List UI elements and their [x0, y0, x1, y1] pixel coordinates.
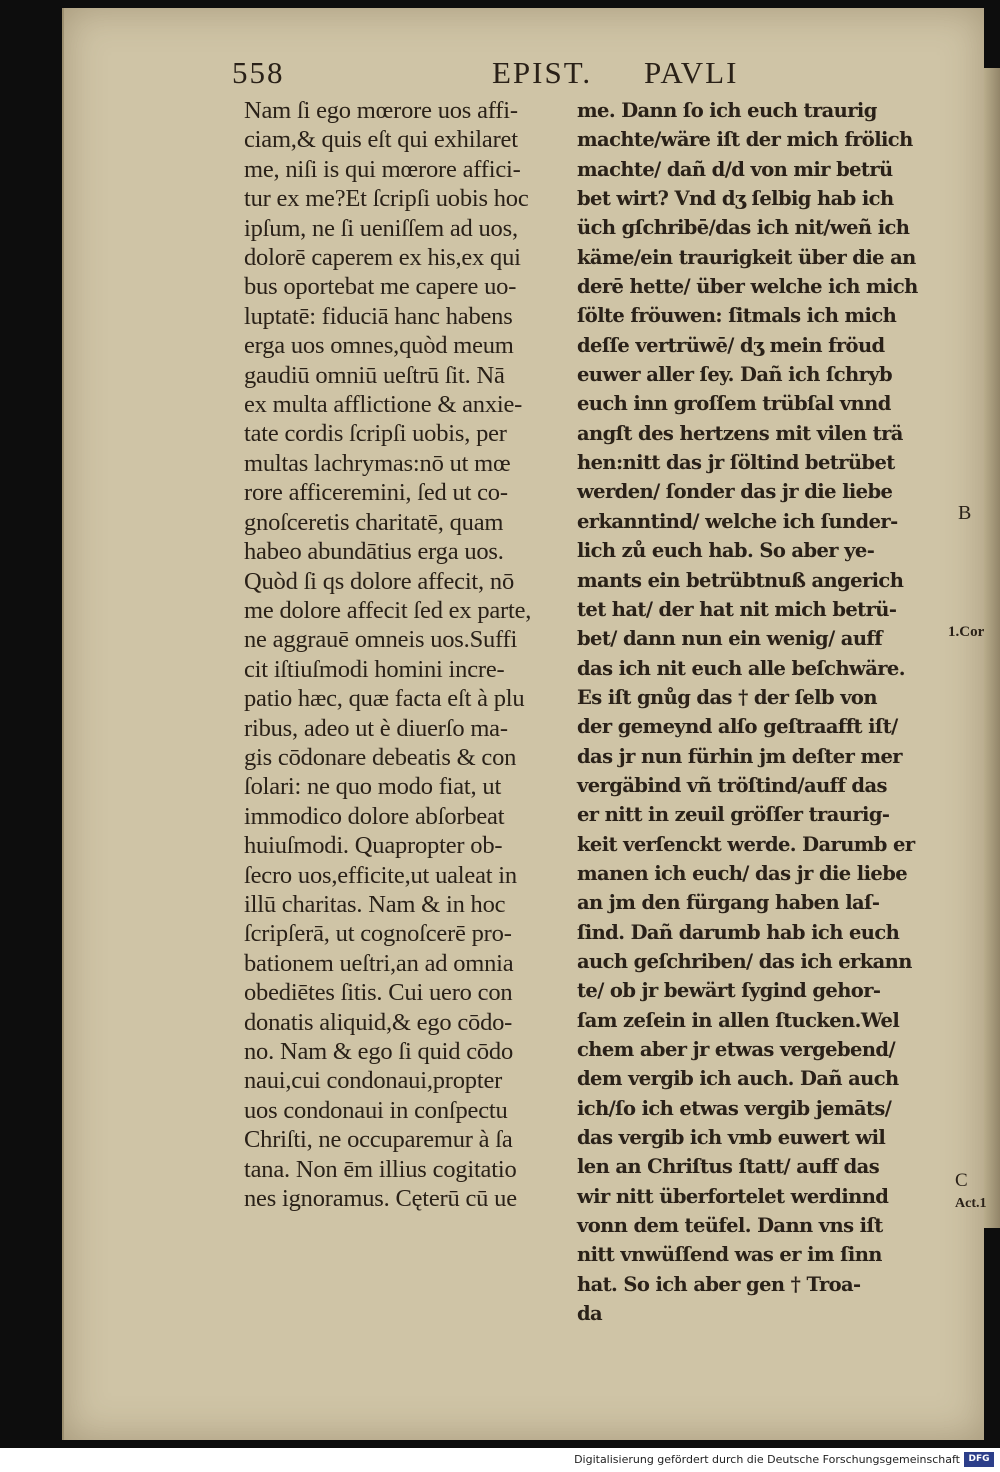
german-text-line: käme/ein traurigkeit über die an	[577, 245, 916, 269]
german-text-line: hat. So ich aber gen † Troa-	[577, 1272, 861, 1296]
german-text-line: machte/wäre iſt der mich frölich	[577, 128, 913, 152]
latin-text-line: nes ignoramus. Cęterū cū ue	[244, 1185, 517, 1213]
german-text-line: derē hette/ über welche ich mich	[577, 275, 918, 299]
latin-text-line: immodico dolore abſorbeat	[244, 802, 505, 830]
dfg-logo: DFG	[964, 1452, 994, 1467]
german-text-line: euwer aller ſey. Dañ ich ſchryb	[577, 363, 893, 387]
latin-text-line: luptatē: fiduciā hanc habens	[244, 302, 513, 330]
latin-text-line: ſolari: ne quo modo fiat, ut	[244, 773, 502, 801]
latin-text-line: huiuſmodi. Quapropter ob-	[244, 832, 503, 860]
latin-text-line: multas lachrymas:nō ut mœ	[244, 449, 511, 477]
german-text-line: da	[577, 1302, 603, 1326]
german-text-line: manen ich euch/ das jr die liebe	[577, 861, 908, 885]
latin-text-line: tate cordis ſcripſi uobis, per	[244, 420, 507, 448]
german-text-line: er nitt in zeuil gröſſer traurig-	[577, 803, 890, 827]
german-text-line: tet hat/ der hat nit mich betrü-	[577, 597, 897, 621]
latin-text-line: cit iſtiuſmodi homini incre-	[244, 655, 505, 683]
german-text-line: bet wirt? Vnd dʒ ſelbig hab ich	[577, 187, 894, 211]
latin-text-line: me dolore affecit ſed ex parte,	[244, 596, 532, 624]
latin-text-line: uos condonaui in conſpectu	[244, 1096, 508, 1124]
german-text-line: wir nitt überfortelet werdinnd	[577, 1184, 889, 1208]
german-text-line: angſt des hertzens mit vilen trä	[577, 421, 903, 445]
german-text-line: das jr nun fürhin jm deſter mer	[577, 744, 902, 768]
german-text-line: machte/ dañ d/d von mir betrü	[577, 157, 893, 181]
latin-text-line: patio hæc, quæ facta eſt à plu	[244, 685, 525, 713]
german-text-line: deſſe vertrüwē/ dʒ mein fröud	[577, 333, 885, 357]
footer-bar	[0, 1448, 1000, 1472]
latin-text-line: Quòd ſi qs dolore affecit, nō	[244, 567, 514, 595]
german-text-line: ich/ſo ich etwas vergib jemāts/	[577, 1096, 892, 1120]
latin-text-line: gis cōdonare debeatis & con	[244, 743, 517, 771]
page-number: 558	[232, 55, 285, 90]
latin-text-line: obediētes ſitis. Cui uero con	[244, 979, 513, 1007]
german-text-line: lich zů euch hab. So aber ye-	[577, 539, 875, 563]
german-text-line: üch gſchribē/das ich nit/weñ ich	[577, 216, 910, 240]
margin-note-act: Act.1	[955, 1196, 987, 1211]
funding-credit: Digitalisierung gefördert durch die Deutsche Forschungsgemeinschaft	[574, 1453, 960, 1466]
german-text-line: der gemeynd alſo geſtraafft iſt/	[577, 715, 898, 739]
latin-text-line: ne aggrauē omneis uos.Suffi	[244, 626, 518, 654]
german-text-line: an jm den fürgang haben laſ-	[577, 891, 880, 915]
latin-text-line: tur ex me?Et ſcripſi uobis hoc	[244, 185, 529, 213]
latin-text-line: gnoſceretis charitatē, quam	[244, 508, 504, 536]
latin-text-line: Chriſti, ne occuparemur à ſa	[244, 1126, 513, 1154]
latin-text-line: rore afficeremini, ſed ut co-	[244, 479, 508, 507]
german-text-line: bet/ dann nun ein wenig/ auff	[577, 627, 882, 651]
latin-text-line: tana. Non ēm illius cogitatio	[244, 1155, 517, 1183]
latin-text-line: bus oportebat me capere uo-	[244, 273, 517, 301]
german-text-line: me. Dann ſo ich euch traurig	[577, 99, 877, 122]
german-text-line: das vergib ich vmb euwert wil	[577, 1126, 886, 1150]
german-text-line: Es iſt gnůg das † der ſelb von	[577, 685, 877, 709]
latin-text-line: ſcripſerā, ut cognoſcerē pro-	[244, 920, 512, 948]
latin-text-line: me, niſi is qui mœrore affici-	[244, 155, 521, 183]
header-title-left: EPIST.	[492, 55, 593, 90]
page-edge	[984, 68, 1000, 1228]
latin-text-line: dolorē caperem ex his,ex qui	[244, 244, 521, 272]
german-text-line: len an Chriſtus ſtatt/ auff das	[577, 1155, 880, 1179]
german-text-line: mants ein betrübtnuß angerich	[577, 568, 904, 592]
latin-column	[244, 96, 614, 1213]
margin-note-cor: 1.Cor	[948, 624, 985, 640]
german-text-line: auch geſchriben/ das ich erkann	[577, 949, 912, 973]
german-text-line: vonn dem teüfel. Dann vns iſt	[577, 1214, 883, 1238]
german-text-line: werden/ ſonder das jr die liebe	[577, 480, 893, 504]
latin-text-line: illū charitas. Nam & in hoc	[244, 890, 506, 918]
latin-text-line: habeo abundātius erga uos.	[244, 538, 504, 566]
german-text-line: das ich nit euch alle beſchwäre.	[577, 656, 905, 680]
german-text-line: euch inn groſſem trübſal vnnd	[577, 392, 891, 416]
header-title-right: PAVLI	[644, 55, 739, 90]
latin-text-line: bationem ueſtri,an ad omnia	[244, 949, 514, 977]
german-text-line: dem vergib ich auch. Dañ auch	[577, 1067, 899, 1091]
german-text-line: vergäbind vñ tröſtind/auff das	[577, 773, 887, 797]
margin-note-b: B	[958, 502, 972, 524]
latin-text-line: ſecro uos,efficite,ut ualeat in	[244, 861, 517, 889]
latin-text-line: ipſum, ne ſi ueniſſem ad uos,	[244, 214, 518, 242]
german-text-line: keit verſenckt werde. Darumb er	[577, 832, 915, 856]
latin-text-line: gaudiū omniū ueſtrū ſit. Nā	[244, 361, 505, 389]
running-header	[232, 55, 932, 95]
latin-text-line: ex multa afflictione & anxie-	[244, 391, 523, 419]
german-text-line: ſam zeſein in allen ſtucken.Wel	[577, 1008, 900, 1032]
german-text-line: chem aber jr etwas vergebend/	[577, 1038, 895, 1061]
german-text-line: ſölte fröuwen: ſitmals ich mich	[577, 304, 897, 328]
latin-text-line: donatis aliquid,& ego cōdo-	[244, 1008, 513, 1036]
latin-text-line: naui,cui condonaui,propter	[244, 1067, 503, 1095]
latin-text-line: ciam,& quis eſt qui exhilaret	[244, 126, 518, 154]
german-text-line: nitt vnwüſſend was er im ſinn	[577, 1243, 882, 1267]
german-text-line: te/ ob jr bewärt ſygind gehor-	[577, 979, 881, 1003]
german-text-line: ſind. Dañ darumb hab ich euch	[577, 920, 900, 944]
latin-text-line: ribus, adeo ut è diuerſo ma-	[244, 714, 508, 742]
latin-text-line: no. Nam & ego ſi quid cōdo	[244, 1038, 514, 1065]
latin-text-line: erga uos omnes,quòd meum	[244, 332, 514, 360]
margin-note-c: C	[955, 1170, 968, 1191]
latin-text-line: Nam ſi ego mœrore uos affi-	[244, 97, 518, 124]
german-text-line: erkanntind/ welche ich ſunder-	[577, 509, 898, 533]
german-column	[577, 96, 957, 1328]
german-text-line: hen:nitt das jr ſöltind betrübet	[577, 451, 895, 475]
